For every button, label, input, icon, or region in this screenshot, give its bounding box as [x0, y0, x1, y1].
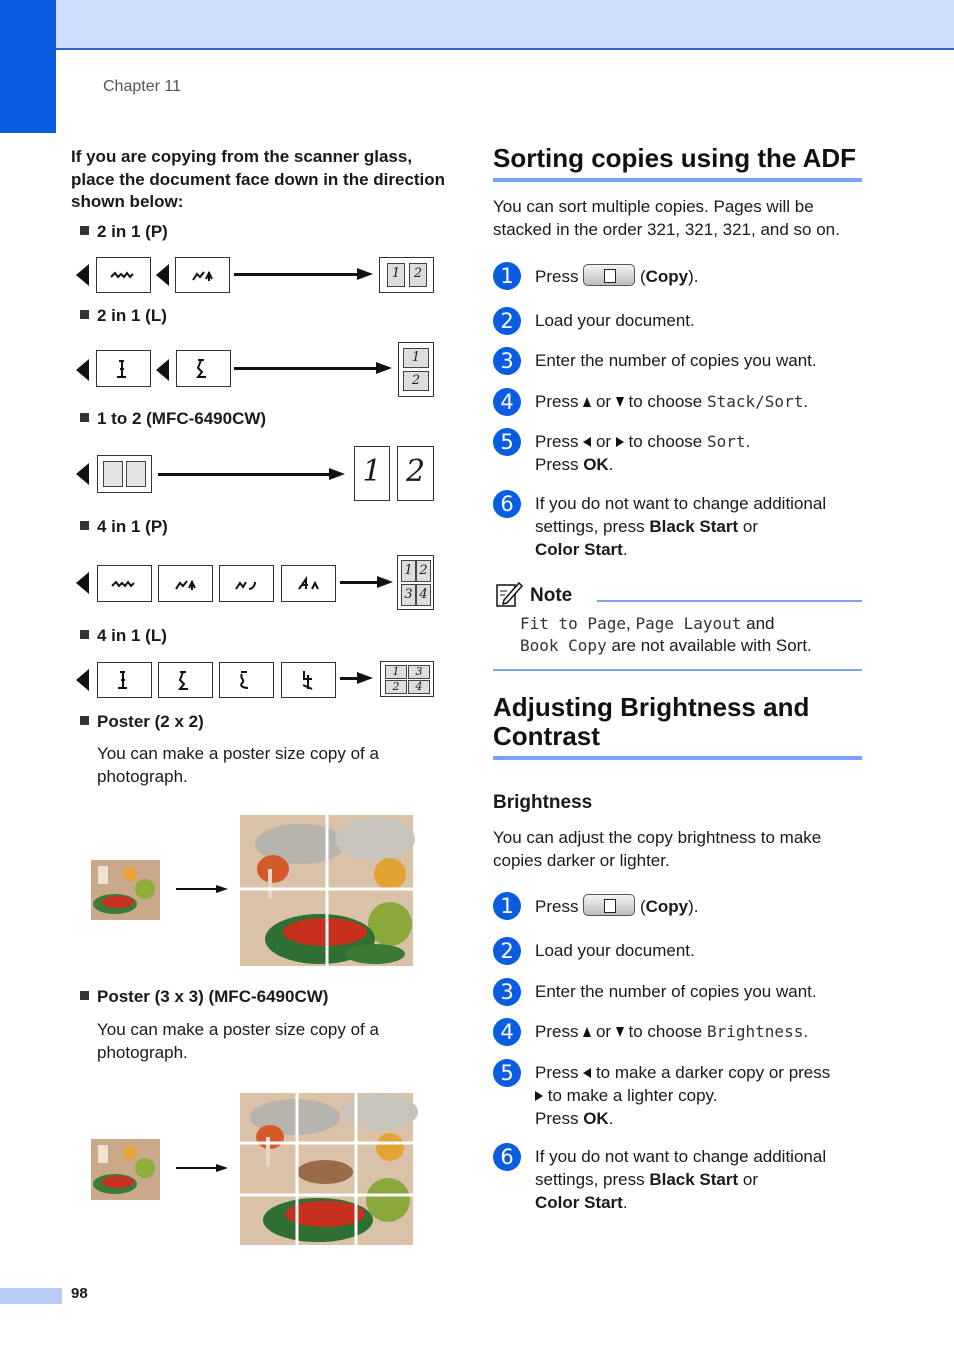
bright-step-2 — [493, 937, 863, 967]
result-page — [379, 257, 434, 293]
scan-direction-icon — [76, 669, 89, 691]
step-text — [535, 492, 865, 561]
note-text — [520, 613, 860, 657]
copy-key-label: Copy — [645, 267, 689, 286]
step-number-badge: 6 — [493, 490, 521, 518]
up-arrow-icon — [583, 1027, 591, 1037]
step-text-part: ( — [639, 267, 646, 286]
page-cell: 1 — [403, 348, 429, 368]
bright-step-1 — [493, 892, 863, 922]
step-text-part: Press — [535, 267, 579, 286]
copy-key-label: Copy — [645, 897, 689, 916]
menu-option: Page Layout — [635, 614, 742, 633]
step-text-part: Press — [535, 1109, 579, 1128]
page-thumbnail — [281, 662, 336, 698]
color-start-key-label: Color Start — [535, 540, 623, 559]
scan-direction-icon — [76, 572, 89, 594]
left-arrow-icon — [583, 1068, 591, 1078]
chapter-tab — [0, 0, 56, 133]
page-cell: 1 — [387, 263, 405, 287]
bullet-label: 4 in 1 (L) — [97, 626, 167, 645]
step-number-badge: 6 — [493, 1143, 521, 1171]
poster-3x3-description: You can make a poster size copy of a photograph. — [97, 1020, 379, 1062]
menu-option: Stack/Sort — [707, 392, 804, 411]
bullet-label: 4 in 1 (P) — [97, 517, 168, 536]
step-number-badge: 3 — [493, 978, 521, 1006]
diagram-1to2 — [74, 445, 436, 503]
step-text-part: to make a darker copy or press — [595, 1063, 831, 1082]
page-cell: 3 — [408, 665, 430, 679]
bullet-label: 2 in 1 (P) — [97, 222, 168, 241]
bullet-marker-icon — [80, 413, 89, 422]
title-rule — [493, 178, 862, 182]
poster-2x2-description: You can make a poster size copy of a photograph. — [97, 744, 379, 786]
result-page — [398, 342, 434, 397]
bullet-2in1-p — [80, 222, 168, 242]
bright-step-3 — [493, 978, 863, 1008]
diagram-2in1-p — [74, 256, 436, 294]
left-arrow-icon — [583, 437, 591, 447]
scanner-glass-instruction: If you are copying from the scanner glass, place the document face down in the direction shown below: — [71, 147, 446, 211]
bullet-2in1-l — [80, 306, 167, 326]
bullet-marker-icon — [80, 991, 89, 1000]
arrow-line — [234, 273, 359, 276]
page-thumbnail — [158, 565, 213, 602]
ok-key-label: OK — [583, 1109, 609, 1128]
step-number-badge: 2 — [493, 937, 521, 965]
step-text-part: or — [595, 392, 612, 411]
menu-option: Sort — [707, 432, 746, 451]
step-text-part: ). — [688, 897, 699, 916]
ok-key-label: OK — [583, 455, 609, 474]
step-number-badge: 1 — [493, 262, 521, 290]
page-cell: 1 — [401, 560, 416, 582]
scan-direction-icon — [156, 264, 169, 286]
sort-step-1 — [493, 262, 863, 292]
page-thumbnail — [219, 565, 274, 602]
step-number-badge: 2 — [493, 307, 521, 335]
poster-tiles — [240, 1093, 418, 1245]
step-text — [535, 894, 865, 918]
page-cell — [103, 461, 123, 487]
page-cell — [126, 461, 146, 487]
step-text-part: . — [803, 392, 809, 411]
page-cell: 4 — [416, 584, 431, 606]
step-text-part: If you do not want to change additional settings, press — [535, 1147, 827, 1189]
step-text-part: ). — [688, 267, 699, 286]
menu-option: Fit to Page — [520, 614, 626, 633]
step-text — [535, 1020, 865, 1043]
page-cell: 2 — [403, 371, 429, 391]
brightness-intro: You can adjust the copy brightness to make copies darker or lighter. — [493, 828, 822, 870]
brightness-section-title: Adjusting Brightness and Contrast — [493, 692, 810, 751]
note-text-part: and — [746, 614, 775, 633]
page-cell: 2 — [409, 263, 427, 287]
step-text-part: . — [745, 432, 751, 451]
bullet-marker-icon — [80, 716, 89, 725]
arrow-line — [340, 581, 379, 584]
poster-tiles — [240, 815, 415, 966]
page-number-tab — [0, 1288, 62, 1304]
page-cell: 3 — [401, 584, 416, 606]
step-number-badge: 5 — [493, 428, 521, 456]
bullet-label: 1 to 2 (MFC-6490CW) — [97, 409, 267, 428]
step-text-part: or — [742, 1170, 759, 1189]
step-text-part: or — [595, 1022, 612, 1041]
step-text-part: ( — [639, 897, 646, 916]
arrow-head-icon — [329, 468, 345, 480]
diagram-2in1-l — [74, 340, 436, 398]
step-text — [535, 390, 865, 413]
page-thumbnail — [176, 350, 231, 387]
step-text — [535, 430, 865, 476]
arrow-line — [158, 473, 330, 476]
scan-direction-icon — [76, 463, 89, 485]
step-number-badge: 4 — [493, 1018, 521, 1046]
step-text-part: to choose — [628, 1022, 703, 1041]
step-text-part: Press — [535, 432, 579, 451]
step-text-part: . — [608, 1109, 614, 1128]
sort-step-4 — [493, 388, 863, 418]
page-thumbnail — [158, 662, 213, 698]
bullet-label: Poster (2 x 2) — [97, 712, 204, 731]
page-number: 98 — [71, 1285, 88, 1302]
menu-option: Book Copy — [520, 636, 607, 655]
bullet-label: 2 in 1 (L) — [97, 306, 167, 325]
step-text — [535, 1145, 865, 1214]
arrow-line — [234, 367, 378, 370]
page-cell: 2 — [385, 680, 407, 694]
bright-step-4 — [493, 1018, 863, 1048]
bullet-label: Poster (3 x 3) (MFC-6490CW) — [97, 987, 329, 1006]
step-text-part: . — [608, 455, 614, 474]
bullet-marker-icon — [80, 310, 89, 319]
sort-step-6 — [493, 490, 863, 565]
bullet-marker-icon — [80, 521, 89, 530]
step-text: Enter the number of copies you want. — [535, 351, 817, 370]
sort-step-5 — [493, 428, 863, 478]
sort-step-2 — [493, 307, 863, 337]
right-arrow-icon — [616, 437, 624, 447]
result-page-2: 2 — [397, 446, 434, 501]
source-photo — [91, 1139, 160, 1200]
bright-step-6 — [493, 1143, 863, 1218]
note-text-part: are not available with Sort. — [611, 636, 812, 655]
result-page-1: 1 — [354, 446, 390, 501]
sort-step-3 — [493, 347, 863, 377]
step-text — [535, 264, 865, 288]
up-arrow-icon — [583, 397, 591, 407]
sorting-section-title: Sorting copies using the ADF — [493, 143, 857, 173]
step-text-part: Press — [535, 1063, 579, 1082]
bright-step-5 — [493, 1059, 863, 1134]
step-text-part: If you do not want to change additional settings, press — [535, 494, 827, 536]
page-thumbnail — [97, 455, 152, 493]
note-box — [493, 578, 862, 671]
arrow-head-icon — [377, 576, 393, 588]
page-thumbnail — [96, 350, 151, 387]
step-text-part: . — [622, 1193, 628, 1212]
step-text-part: to make a lighter copy. — [547, 1086, 718, 1105]
brightness-subtitle: Brightness — [493, 792, 593, 813]
title-rule — [493, 756, 862, 760]
result-page — [397, 555, 434, 610]
sorting-intro: You can sort multiple copies. Pages will be stacked in the order 321, 321, 321, and so on. — [493, 197, 840, 239]
step-text-part: to choose — [628, 432, 703, 451]
step-text: Load your document. — [535, 311, 695, 330]
step-text-part: Press — [535, 455, 579, 474]
step-text: Load your document. — [535, 941, 695, 960]
bullet-marker-icon — [80, 630, 89, 639]
black-start-key-label: Black Start — [649, 517, 739, 536]
step-number-badge: 4 — [493, 388, 521, 416]
step-text-part: Press — [535, 1022, 579, 1041]
note-text-part: , — [625, 614, 631, 633]
step-text-part: to choose — [628, 392, 703, 411]
page-thumbnail — [97, 662, 152, 698]
arrow-head-icon — [357, 268, 373, 280]
down-arrow-icon — [616, 397, 624, 407]
scan-direction-icon — [76, 359, 89, 381]
menu-option: Brightness — [707, 1022, 804, 1041]
page-thumbnail — [281, 565, 336, 602]
down-arrow-icon — [616, 1027, 624, 1037]
step-number-badge: 3 — [493, 347, 521, 375]
step-text: Enter the number of copies you want. — [535, 982, 817, 1001]
page-thumbnail — [97, 565, 152, 602]
step-text-part: Press — [535, 392, 579, 411]
step-text-part: or — [595, 432, 612, 451]
note-rule — [597, 600, 862, 602]
note-pencil-icon — [495, 580, 523, 608]
arrow-head-icon — [376, 362, 392, 374]
step-text-part: . — [622, 540, 628, 559]
right-arrow-icon — [535, 1091, 543, 1101]
diagram-4in1-l — [74, 660, 436, 700]
page-thumbnail — [219, 662, 274, 698]
chapter-label: Chapter 11 — [103, 78, 181, 95]
bullet-poster-3x3 — [80, 987, 328, 1007]
source-photo — [91, 860, 160, 920]
scan-direction-icon — [76, 264, 89, 286]
result-page — [380, 661, 434, 697]
page-cell: 2 — [416, 560, 431, 582]
page-thumbnail — [175, 257, 230, 293]
bullet-1to2 — [80, 409, 266, 429]
copy-key-icon — [583, 264, 635, 286]
diagram-4in1-p — [74, 553, 436, 613]
step-text-part: . — [803, 1022, 809, 1041]
copy-key-icon — [583, 894, 635, 916]
poster-3x3-illustration — [90, 1092, 420, 1248]
step-text — [535, 1061, 865, 1130]
bullet-poster-2x2 — [80, 712, 204, 732]
scan-direction-icon — [156, 359, 169, 381]
black-start-key-label: Black Start — [649, 1170, 739, 1189]
bullet-4in1-l — [80, 626, 167, 646]
bullet-marker-icon — [80, 226, 89, 235]
color-start-key-label: Color Start — [535, 1193, 623, 1212]
poster-2x2-illustration — [90, 814, 420, 969]
note-title: Note — [530, 585, 573, 606]
arrow-head-icon — [357, 672, 373, 684]
step-text-part: or — [742, 517, 759, 536]
page-cell: 1 — [385, 665, 407, 679]
step-number-badge: 1 — [493, 892, 521, 920]
bullet-4in1-p — [80, 517, 168, 537]
page-cell: 4 — [408, 680, 430, 694]
page-thumbnail — [96, 257, 151, 293]
step-text-part: Press — [535, 897, 579, 916]
header-bar — [0, 0, 954, 50]
step-number-badge: 5 — [493, 1059, 521, 1087]
